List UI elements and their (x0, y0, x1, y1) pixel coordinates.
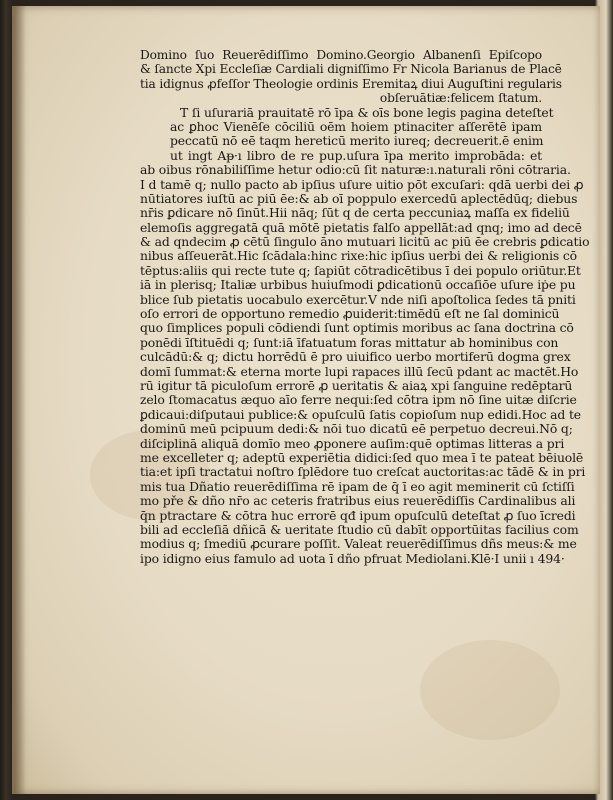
body-line: diſciplinā aliquā domīo meo ꝓponere auſim:quē optimas litteras a pri (140, 435, 565, 451)
body-line: q̄n ptractare & cōtra huc errorē qđ ipum opuſculū deteſtat ꝓ ſuo īcredi (140, 507, 576, 523)
body-line: zelo ſtomacatus æquo aīo ferre nequi:ſed cōtra ipm nō ſine uitæ diſcrie (140, 392, 577, 408)
body-line: modius q; ſmediū ꝓcurare poſſit. Valeat reuerēdiſſimus dñs meus:& me (140, 536, 577, 552)
body-line: iā in plerisq; Italiæ urbibus huiuſmodi ꝑdicationū occaſiōe uſure iṗe pu (140, 277, 576, 293)
heading-line: Domino ſuo Reuerēdiſſimo Domino.Georgio Albanenſi Epiſcopo (140, 48, 542, 62)
body-line: ipo idigno eius famulo ad uota ī dño pfruat Mediolani.Klē·I unii ı 494· (140, 550, 565, 566)
body-line: tia:et ipſi tractatui noſtro ſplēdore tuo creſcat auctoritas:ac tādē & in pri (140, 464, 586, 480)
page-gutter (12, 6, 26, 794)
body-line: ut ingt Aᵽ·ı libro de re pup.uſura īpa merito improbāda: et (170, 147, 542, 163)
body-line: quo ſimplices populi cōdiendi ſunt optimis moribus ac ſana doctrina cō (140, 320, 574, 336)
body-line: nūtiatores iuſtū ac piū ēe:& ab oī poppulo exercedū aplectēdūq; diebus (140, 190, 578, 206)
body-line: bili ad eccleſiā dñicā & ueritate ſtudio cū dabīt opportūitas facilius com (140, 521, 579, 537)
body-line: T ſi uſurariā prauitatē rō īpa & oīs bone legis pagina deteſtet (180, 104, 554, 120)
body-line: blice ſub pietatis uocabulo exercētur.V nde niſi apoſtolica ſedes tā pniti (140, 291, 576, 307)
body-line: & ad qndecim ꝓ cētū ſingulo āno mutuari licitū ac piū ēe crebris ꝑdicatio (140, 234, 590, 250)
body-line: I d tamē q; nullo pacto ab ipſius uſure uitio pōt excuſari: qdā uerbi dei ꝓ (140, 176, 584, 192)
body-line: mo pře & dño nr̄o ac ceteris fratribus eius reuerēdiſſis Cardinalibus ali (140, 493, 576, 509)
body-line: nr̄is ꝑdicare nō ſinūt.Hii nāq; ſūt q de certa peccuniaꝝ maſſa ex fideliū (140, 205, 570, 221)
body-line: elemoſis aggregatā quā mōtē pietatis falſo appellāt:ad qnq; imo ad decē (140, 219, 582, 235)
body-line: ac ꝑhoc Vienēſe cōciliū oēm hoiem ptinaciter aſſerētē ipam (170, 118, 542, 134)
paper-stain (420, 640, 560, 740)
heading-line: & ſancte Xpi Eccleſiæ Cardiali digniſſimo Fr Nicola Barianus de Placē (140, 62, 562, 77)
letter-text (140, 48, 590, 566)
body-line: me excelleter q; adeptū experiētia didici:ſed quo mea ī te pateat bēiuolē (140, 449, 584, 465)
body-line: mis tua Dñatio reuerēdiſſima rē ipam de q̄ ī eo agit meminerit cū ſctiſſi (140, 478, 575, 494)
body-line: culcādū:& q; dictu horrēdū ē pro uiuifico uerbo mortiferū dogma grex (140, 349, 571, 365)
body-line: domī ſummat:& eterna morte lupi rapaces illū ſecū pdant ac mactēt.Ho (140, 363, 579, 379)
body-line: tēptus:aliis qui recte tute q; ſapiūt cōtradicētibus ī dei populo oriūtur.Et (140, 262, 581, 278)
body-line: dominū meū pcipuum dedi:& nōi tuo dicatū eē perpetuo decreui.Nō q; (140, 421, 573, 437)
heading-line: tia idignus ꝓfeſſor Theologie ordinis Eremitaꝝ diui Auguſtini regularis (140, 76, 562, 91)
body-line: peccatū nō eē taqm hereticū merito iureq; decreuerit.ē enim (170, 133, 544, 149)
body-line: rū igitur tā piculoſum errorē ꝓ ueritatis & aiaꝝ xpi ſanguine redēptarū (140, 377, 573, 393)
body-line: ꝑdicaui:diſputaui publice:& opuſculū ſatis copioſum nup edidi.Hoc ad te (140, 406, 581, 422)
body-line: ponēdi īſtituēdi q; ſunt:iā īfatuatum foras mittatur ab hominibus con (140, 334, 559, 350)
body-line: ab oibus rōnabiliſſime hetur odio:cū ſit naturæ:ı.naturali rōni cōtraria. (140, 162, 571, 178)
body-line: nibus aſſeuerāt.Hic ſcādala:hinc rixe:hic ipſius uerbi dei & religionis cō (140, 248, 577, 264)
heading-line: obſeruātiæ:felicem ſtatum. (379, 91, 542, 106)
body-line: oſo errori de opportuno remedio ꝓuiderit:timēdū eſt ne ſal dominicū (140, 306, 560, 322)
